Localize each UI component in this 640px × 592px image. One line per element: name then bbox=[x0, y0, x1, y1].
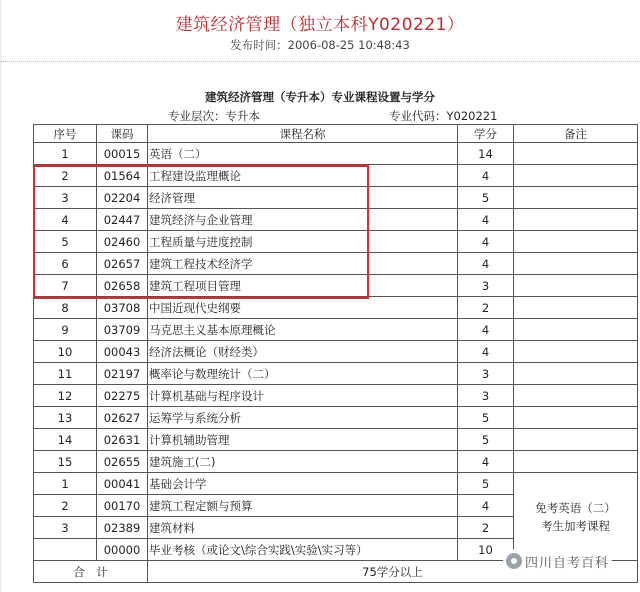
cell-note bbox=[514, 209, 638, 231]
cell-credit: 4 bbox=[458, 319, 514, 341]
cell-code: 03708 bbox=[97, 297, 148, 319]
cell-no: 2 bbox=[34, 165, 97, 187]
course-table bbox=[33, 124, 638, 583]
cell-no: 4 bbox=[34, 209, 97, 231]
cell-name: 概率论与数理统计（二） bbox=[148, 363, 458, 385]
cell-note bbox=[514, 385, 638, 407]
cell-code: 02657 bbox=[97, 253, 148, 275]
cell-code: 02655 bbox=[97, 451, 148, 473]
cell-no: 11 bbox=[34, 363, 97, 385]
cell-code: 00000 bbox=[97, 539, 148, 561]
cell-note bbox=[514, 165, 638, 187]
cell-note bbox=[514, 363, 638, 385]
cell-note bbox=[514, 231, 638, 253]
cell-code: 00170 bbox=[97, 495, 148, 517]
cell-no: 13 bbox=[34, 407, 97, 429]
table-row bbox=[34, 407, 638, 429]
table-row bbox=[34, 165, 638, 187]
cell-credit: 5 bbox=[458, 473, 514, 495]
cell-note bbox=[514, 407, 638, 429]
cell-name: 经济法概论（财经类） bbox=[148, 341, 458, 363]
header-no: 序号 bbox=[34, 125, 97, 143]
cell-credit: 3 bbox=[458, 385, 514, 407]
header-name: 课程名称 bbox=[148, 125, 458, 143]
cell-credit: 4 bbox=[458, 341, 514, 363]
cell-no: 1 bbox=[34, 143, 97, 165]
cell-no: 1 bbox=[34, 473, 97, 495]
cell-no: 8 bbox=[34, 297, 97, 319]
document-heading: 建筑经济管理（专升本）专业课程设置与学分 bbox=[205, 90, 435, 104]
cell-code: 00041 bbox=[97, 473, 148, 495]
cell-credit: 5 bbox=[458, 187, 514, 209]
cell-code: 02197 bbox=[97, 363, 148, 385]
page-title: 建筑经济管理（独立本科Y020221） bbox=[175, 15, 465, 35]
cell-code: 02627 bbox=[97, 407, 148, 429]
table-row bbox=[34, 297, 638, 319]
cell-credit: 5 bbox=[458, 429, 514, 451]
cell-code: 02658 bbox=[97, 275, 148, 297]
cell-note bbox=[514, 187, 638, 209]
cell-name: 马克思主义基本原理概论 bbox=[148, 319, 458, 341]
table-row bbox=[34, 319, 638, 341]
cell-name: 建筑工程项目管理 bbox=[148, 275, 458, 297]
major-level: 专业层次：专升本 bbox=[168, 109, 260, 123]
table-row bbox=[34, 429, 638, 451]
cell-name: 建筑工程定额与预算 bbox=[148, 495, 458, 517]
cell-name: 建筑工程技术经济学 bbox=[148, 253, 458, 275]
table-row bbox=[34, 451, 638, 473]
cell-name: 经济管理 bbox=[148, 187, 458, 209]
cell-name: 工程质量与进度控制 bbox=[148, 231, 458, 253]
cell-no bbox=[34, 539, 97, 561]
watermark-text: 四川自考百科 bbox=[525, 555, 610, 571]
total-value: 75学分以上 bbox=[148, 561, 638, 583]
cell-name: 建筑经济与企业管理 bbox=[148, 209, 458, 231]
cell-code: 02204 bbox=[97, 187, 148, 209]
cell-code: 00015 bbox=[97, 143, 148, 165]
cell-name: 中国近现代史纲要 bbox=[148, 297, 458, 319]
note-line: 免考英语（二） bbox=[535, 500, 616, 515]
cell-note bbox=[514, 253, 638, 275]
cell-credit: 2 bbox=[458, 297, 514, 319]
cell-note bbox=[514, 297, 638, 319]
cell-name: 建筑施工(二) bbox=[148, 451, 458, 473]
watermark bbox=[503, 549, 612, 573]
cell-no: 3 bbox=[34, 517, 97, 539]
total-label: 合 计 bbox=[34, 561, 148, 583]
cell-code: 03709 bbox=[97, 319, 148, 341]
cell-code: 02389 bbox=[97, 517, 148, 539]
cell-credit: 10 bbox=[458, 539, 514, 561]
header-credit: 学分 bbox=[458, 125, 514, 143]
cell-credit: 14 bbox=[458, 143, 514, 165]
table-row bbox=[34, 341, 638, 363]
cell-note bbox=[514, 429, 638, 451]
cell-no: 6 bbox=[34, 253, 97, 275]
cell-name: 运筹学与系统分析 bbox=[148, 407, 458, 429]
publish-time: 发布时间：2006-08-25 10:48:43 bbox=[230, 38, 410, 52]
table-row bbox=[34, 209, 638, 231]
cell-credit: 5 bbox=[458, 407, 514, 429]
cell-no: 5 bbox=[34, 231, 97, 253]
cell-credit: 4 bbox=[458, 451, 514, 473]
cell-no: 2 bbox=[34, 495, 97, 517]
table-row bbox=[34, 143, 638, 165]
header-code: 课码 bbox=[97, 125, 148, 143]
cell-note-exemption bbox=[514, 473, 638, 561]
cell-credit: 3 bbox=[458, 363, 514, 385]
header-note: 备注 bbox=[514, 125, 638, 143]
table-row bbox=[34, 187, 638, 209]
cell-no: 14 bbox=[34, 429, 97, 451]
cell-code: 00043 bbox=[97, 341, 148, 363]
table-row bbox=[34, 473, 638, 495]
cell-credit: 4 bbox=[458, 253, 514, 275]
cell-no: 7 bbox=[34, 275, 97, 297]
cell-name: 建筑材料 bbox=[148, 517, 458, 539]
cell-code: 02275 bbox=[97, 385, 148, 407]
table-row bbox=[34, 275, 638, 297]
cell-name: 计算机基础与程序设计 bbox=[148, 385, 458, 407]
cell-note bbox=[514, 319, 638, 341]
note-line: 考生加考课程 bbox=[541, 518, 610, 533]
cell-credit: 4 bbox=[458, 209, 514, 231]
divider bbox=[0, 61, 640, 62]
wechat-logo-icon bbox=[506, 553, 522, 569]
table-row bbox=[34, 385, 638, 407]
cell-no: 9 bbox=[34, 319, 97, 341]
cell-note bbox=[514, 341, 638, 363]
cell-no: 3 bbox=[34, 187, 97, 209]
cell-note bbox=[514, 451, 638, 473]
cell-credit: 4 bbox=[458, 165, 514, 187]
table-row bbox=[34, 231, 638, 253]
cell-credit: 4 bbox=[458, 231, 514, 253]
cell-credit: 4 bbox=[458, 495, 514, 517]
cell-name: 毕业考核（或论文\综合实践\实验\实习等） bbox=[148, 539, 458, 561]
major-code: 专业代码：Y020221 bbox=[389, 109, 498, 123]
cell-no: 10 bbox=[34, 341, 97, 363]
cell-name: 计算机辅助管理 bbox=[148, 429, 458, 451]
cell-code: 02447 bbox=[97, 209, 148, 231]
cell-name: 工程建设监理概论 bbox=[148, 165, 458, 187]
table-row bbox=[34, 253, 638, 275]
cell-code: 02631 bbox=[97, 429, 148, 451]
cell-name: 英语（二） bbox=[148, 143, 458, 165]
cell-no: 15 bbox=[34, 451, 97, 473]
cell-name: 基础会计学 bbox=[148, 473, 458, 495]
table-header-row bbox=[34, 125, 638, 143]
table-row bbox=[34, 363, 638, 385]
cell-credit: 3 bbox=[458, 275, 514, 297]
cell-no: 12 bbox=[34, 385, 97, 407]
cell-credit: 2 bbox=[458, 517, 514, 539]
cell-note bbox=[514, 275, 638, 297]
cell-code: 02460 bbox=[97, 231, 148, 253]
cell-code: 01564 bbox=[97, 165, 148, 187]
cell-note bbox=[514, 143, 638, 165]
